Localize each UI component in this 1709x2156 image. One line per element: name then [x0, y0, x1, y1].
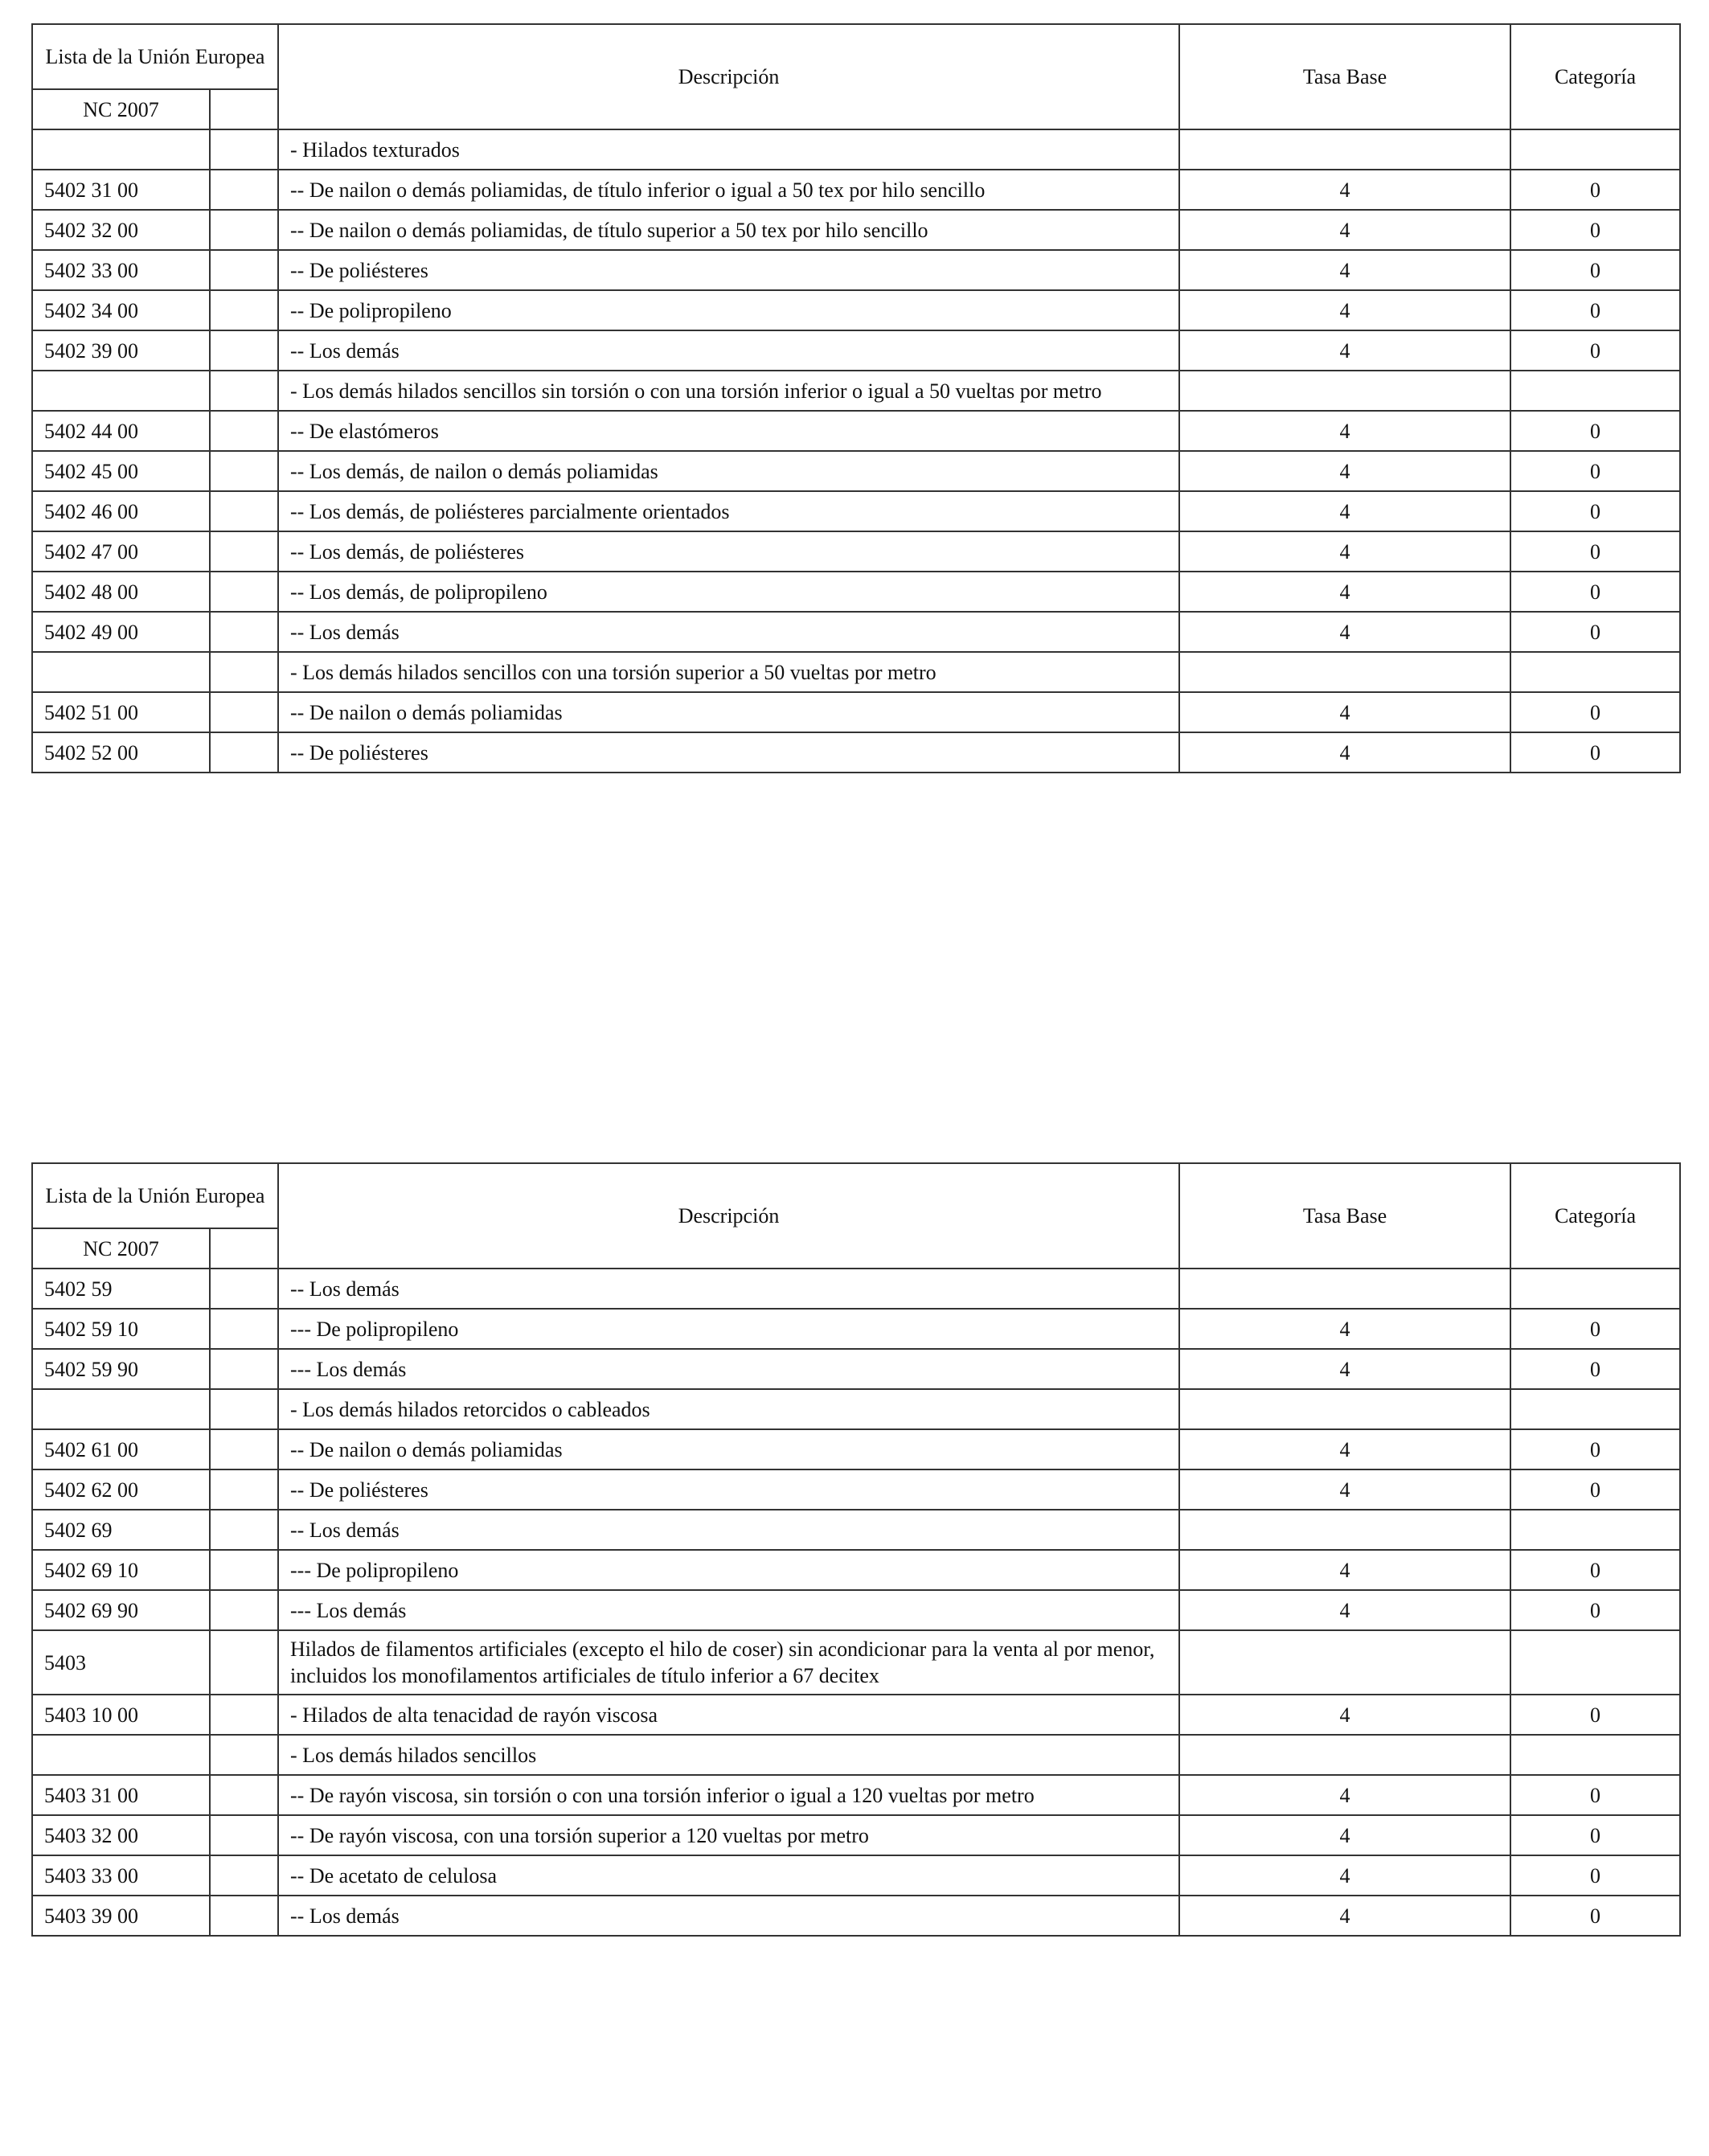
table-row: [32, 1349, 1680, 1389]
base-rate-cell: 4: [1179, 531, 1510, 572]
code-cell: [32, 1735, 210, 1775]
category-cell: 0: [1510, 1550, 1680, 1590]
list-header: Lista de la Unión Europea: [32, 24, 278, 89]
blank-cell: [210, 1815, 278, 1855]
description-cell: Hilados de filamentos artificiales (excepto el hilo de coser) sin acondicionar para la venta al por menor, incluidos los monofilamentos artificiales de título inferior a 67 decitex: [278, 1630, 1179, 1695]
category-cell: [1510, 1389, 1680, 1429]
table-row: [32, 1429, 1680, 1469]
blank-cell: [210, 1775, 278, 1815]
table-row: [32, 1855, 1680, 1896]
description-cell: --- Los demás: [278, 1349, 1179, 1389]
code-cell: 5402 34 00: [32, 290, 210, 330]
category-cell: 0: [1510, 1775, 1680, 1815]
code-cell: 5403 39 00: [32, 1896, 210, 1936]
code-cell: 5402 69 90: [32, 1590, 210, 1630]
base-rate-cell: 4: [1179, 411, 1510, 451]
code-cell: 5403 31 00: [32, 1775, 210, 1815]
category-cell: 0: [1510, 572, 1680, 612]
code-cell: 5402 59 10: [32, 1309, 210, 1349]
code-cell: 5402 45 00: [32, 451, 210, 491]
code-cell: [32, 371, 210, 411]
blank-cell: [210, 170, 278, 210]
table-row: [32, 290, 1680, 330]
table-row: [32, 732, 1680, 773]
code-cell: 5402 59: [32, 1269, 210, 1309]
description-cell: -- De acetato de celulosa: [278, 1855, 1179, 1896]
base-rate-cell: [1179, 129, 1510, 170]
category-cell: 0: [1510, 692, 1680, 732]
blank-cell: [210, 531, 278, 572]
table-row: [32, 210, 1680, 250]
blank-cell: [210, 210, 278, 250]
code-cell: 5402 59 90: [32, 1349, 210, 1389]
code-cell: 5402 33 00: [32, 250, 210, 290]
table-row: [32, 371, 1680, 411]
base-rate-cell: 4: [1179, 612, 1510, 652]
table-row: [32, 129, 1680, 170]
table-row: [32, 1469, 1680, 1510]
table-row: [32, 1510, 1680, 1550]
description-cell: -- De rayón viscosa, con una torsión superior a 120 vueltas por metro: [278, 1815, 1179, 1855]
description-cell: --- De polipropileno: [278, 1309, 1179, 1349]
blank-cell: [210, 732, 278, 773]
code-cell: 5402 46 00: [32, 491, 210, 531]
table-row: [32, 1630, 1680, 1695]
category-header: Categoría: [1510, 24, 1680, 129]
base-rate-cell: 4: [1179, 692, 1510, 732]
description-cell: --- De polipropileno: [278, 1550, 1179, 1590]
table-row: [32, 411, 1680, 451]
category-cell: 0: [1510, 250, 1680, 290]
blank-cell: [210, 652, 278, 692]
base-rate-cell: 4: [1179, 1695, 1510, 1735]
description-cell: -- Los demás: [278, 1269, 1179, 1309]
blank-cell: [210, 1896, 278, 1936]
nc-header: NC 2007: [32, 89, 210, 129]
list-header: Lista de la Unión Europea: [32, 1163, 278, 1228]
category-cell: 0: [1510, 1855, 1680, 1896]
code-cell: 5403 32 00: [32, 1815, 210, 1855]
base-rate-cell: [1179, 371, 1510, 411]
category-cell: 0: [1510, 491, 1680, 531]
description-cell: -- Los demás: [278, 1510, 1179, 1550]
category-cell: 0: [1510, 330, 1680, 371]
code-cell: 5402 32 00: [32, 210, 210, 250]
table-row: [32, 250, 1680, 290]
base-rate-cell: [1179, 1510, 1510, 1550]
category-cell: 0: [1510, 451, 1680, 491]
base-rate-cell: 4: [1179, 1855, 1510, 1896]
description-cell: -- De poliésteres: [278, 250, 1179, 290]
table-row: [32, 1815, 1680, 1855]
blank-cell: [210, 1469, 278, 1510]
code-cell: 5402 52 00: [32, 732, 210, 773]
header-row: [32, 24, 1680, 89]
tariff-table-1: [31, 23, 1681, 773]
description-cell: - Los demás hilados sencillos sin torsión o con una torsión inferior o igual a 50 vueltas por metro: [278, 371, 1179, 411]
blank-cell: [210, 1389, 278, 1429]
base-rate-cell: 4: [1179, 290, 1510, 330]
description-cell: --- Los demás: [278, 1590, 1179, 1630]
blank-cell: [210, 1309, 278, 1349]
blank-cell: [210, 129, 278, 170]
base-rate-cell: 4: [1179, 330, 1510, 371]
table-row: [32, 1309, 1680, 1349]
category-cell: [1510, 1630, 1680, 1695]
base-rate-header: Tasa Base: [1179, 1163, 1510, 1269]
blank-cell: [210, 371, 278, 411]
description-cell: -- De nailon o demás poliamidas, de título inferior o igual a 50 tex por hilo sencillo: [278, 170, 1179, 210]
description-cell: -- Los demás: [278, 330, 1179, 371]
code-cell: 5402 31 00: [32, 170, 210, 210]
table-row: [32, 1550, 1680, 1590]
base-rate-cell: 4: [1179, 1590, 1510, 1630]
description-cell: -- De polipropileno: [278, 290, 1179, 330]
description-cell: - Los demás hilados retorcidos o cableados: [278, 1389, 1179, 1429]
table-row: [32, 1269, 1680, 1309]
description-cell: -- Los demás, de poliésteres: [278, 531, 1179, 572]
code-cell: 5403 10 00: [32, 1695, 210, 1735]
table-row: [32, 531, 1680, 572]
category-cell: 0: [1510, 1309, 1680, 1349]
category-cell: 0: [1510, 411, 1680, 451]
table-row: [32, 1389, 1680, 1429]
base-rate-cell: 4: [1179, 572, 1510, 612]
base-rate-cell: 4: [1179, 1469, 1510, 1510]
category-cell: 0: [1510, 210, 1680, 250]
category-cell: [1510, 1269, 1680, 1309]
base-rate-cell: [1179, 652, 1510, 692]
blank-cell: [210, 1695, 278, 1735]
base-rate-cell: [1179, 1735, 1510, 1775]
blank-cell: [210, 411, 278, 451]
description-cell: -- De elastómeros: [278, 411, 1179, 451]
base-rate-cell: 4: [1179, 1429, 1510, 1469]
table-row: [32, 330, 1680, 371]
table-row: [32, 1590, 1680, 1630]
code-cell: 5403: [32, 1630, 210, 1695]
base-rate-cell: 4: [1179, 1309, 1510, 1349]
description-cell: - Los demás hilados sencillos: [278, 1735, 1179, 1775]
blank-cell: [210, 1630, 278, 1695]
description-cell: - Hilados de alta tenacidad de rayón viscosa: [278, 1695, 1179, 1735]
code-cell: [32, 129, 210, 170]
table-row: [32, 1735, 1680, 1775]
code-cell: 5402 62 00: [32, 1469, 210, 1510]
base-rate-cell: [1179, 1389, 1510, 1429]
code-cell: 5402 39 00: [32, 330, 210, 371]
blank-cell: [210, 250, 278, 290]
base-rate-header: Tasa Base: [1179, 24, 1510, 129]
description-header: Descripción: [278, 24, 1179, 129]
description-cell: -- Los demás: [278, 612, 1179, 652]
table-row: [32, 1695, 1680, 1735]
code-cell: 5402 44 00: [32, 411, 210, 451]
table-row: [32, 170, 1680, 210]
blank-cell: [210, 330, 278, 371]
blank-cell: [210, 1429, 278, 1469]
blank-header-cell: [210, 1228, 278, 1269]
code-cell: 5402 69 10: [32, 1550, 210, 1590]
code-cell: 5402 69: [32, 1510, 210, 1550]
blank-cell: [210, 290, 278, 330]
base-rate-cell: 4: [1179, 250, 1510, 290]
description-cell: -- De rayón viscosa, sin torsión o con una torsión inferior o igual a 120 vueltas por metro: [278, 1775, 1179, 1815]
base-rate-cell: 4: [1179, 451, 1510, 491]
code-cell: [32, 1389, 210, 1429]
base-rate-cell: 4: [1179, 1775, 1510, 1815]
table-row: [32, 652, 1680, 692]
base-rate-cell: 4: [1179, 210, 1510, 250]
description-cell: -- De nailon o demás poliamidas, de título superior a 50 tex por hilo sencillo: [278, 210, 1179, 250]
base-rate-cell: 4: [1179, 1815, 1510, 1855]
category-cell: [1510, 652, 1680, 692]
code-cell: 5402 48 00: [32, 572, 210, 612]
description-cell: -- Los demás: [278, 1896, 1179, 1936]
base-rate-cell: 4: [1179, 491, 1510, 531]
blank-cell: [210, 451, 278, 491]
nc-header: NC 2007: [32, 1228, 210, 1269]
category-cell: 0: [1510, 1469, 1680, 1510]
description-cell: -- De nailon o demás poliamidas: [278, 692, 1179, 732]
table-row: [32, 1896, 1680, 1936]
base-rate-cell: 4: [1179, 170, 1510, 210]
category-cell: 0: [1510, 1815, 1680, 1855]
description-cell: -- Los demás, de nailon o demás poliamidas: [278, 451, 1179, 491]
category-cell: 0: [1510, 290, 1680, 330]
base-rate-cell: [1179, 1630, 1510, 1695]
table-row: [32, 612, 1680, 652]
blank-cell: [210, 1550, 278, 1590]
base-rate-cell: 4: [1179, 1349, 1510, 1389]
table-row: [32, 451, 1680, 491]
base-rate-cell: 4: [1179, 1896, 1510, 1936]
category-cell: [1510, 371, 1680, 411]
category-cell: [1510, 129, 1680, 170]
table-body: [32, 1163, 1680, 1936]
blank-cell: [210, 491, 278, 531]
code-cell: 5402 49 00: [32, 612, 210, 652]
description-cell: -- Los demás, de poliésteres parcialmente orientados: [278, 491, 1179, 531]
blank-cell: [210, 692, 278, 732]
header-row: [32, 1163, 1680, 1228]
blank-cell: [210, 1735, 278, 1775]
category-cell: [1510, 1510, 1680, 1550]
description-cell: - Hilados texturados: [278, 129, 1179, 170]
blank-header-cell: [210, 89, 278, 129]
blank-cell: [210, 1269, 278, 1309]
category-cell: 0: [1510, 1429, 1680, 1469]
category-cell: 0: [1510, 612, 1680, 652]
description-cell: -- De poliésteres: [278, 732, 1179, 773]
description-cell: -- De nailon o demás poliamidas: [278, 1429, 1179, 1469]
category-cell: 0: [1510, 1896, 1680, 1936]
tariff-table-2: [31, 1162, 1681, 1937]
category-cell: [1510, 1735, 1680, 1775]
description-cell: - Los demás hilados sencillos con una torsión superior a 50 vueltas por metro: [278, 652, 1179, 692]
blank-cell: [210, 1349, 278, 1389]
category-header: Categoría: [1510, 1163, 1680, 1269]
table-row: [32, 692, 1680, 732]
category-cell: 0: [1510, 531, 1680, 572]
category-cell: 0: [1510, 1695, 1680, 1735]
description-cell: -- De poliésteres: [278, 1469, 1179, 1510]
category-cell: 0: [1510, 1590, 1680, 1630]
blank-cell: [210, 572, 278, 612]
base-rate-cell: 4: [1179, 1550, 1510, 1590]
base-rate-cell: 4: [1179, 732, 1510, 773]
category-cell: 0: [1510, 170, 1680, 210]
description-cell: -- Los demás, de polipropileno: [278, 572, 1179, 612]
code-cell: 5402 47 00: [32, 531, 210, 572]
category-cell: 0: [1510, 732, 1680, 773]
table-body: [32, 24, 1680, 773]
category-cell: 0: [1510, 1349, 1680, 1389]
code-cell: [32, 652, 210, 692]
blank-cell: [210, 612, 278, 652]
code-cell: 5402 51 00: [32, 692, 210, 732]
code-cell: 5403 33 00: [32, 1855, 210, 1896]
table-row: [32, 1775, 1680, 1815]
blank-cell: [210, 1510, 278, 1550]
blank-cell: [210, 1855, 278, 1896]
table-row: [32, 491, 1680, 531]
base-rate-cell: [1179, 1269, 1510, 1309]
code-cell: 5402 61 00: [32, 1429, 210, 1469]
description-header: Descripción: [278, 1163, 1179, 1269]
table-row: [32, 572, 1680, 612]
blank-cell: [210, 1590, 278, 1630]
